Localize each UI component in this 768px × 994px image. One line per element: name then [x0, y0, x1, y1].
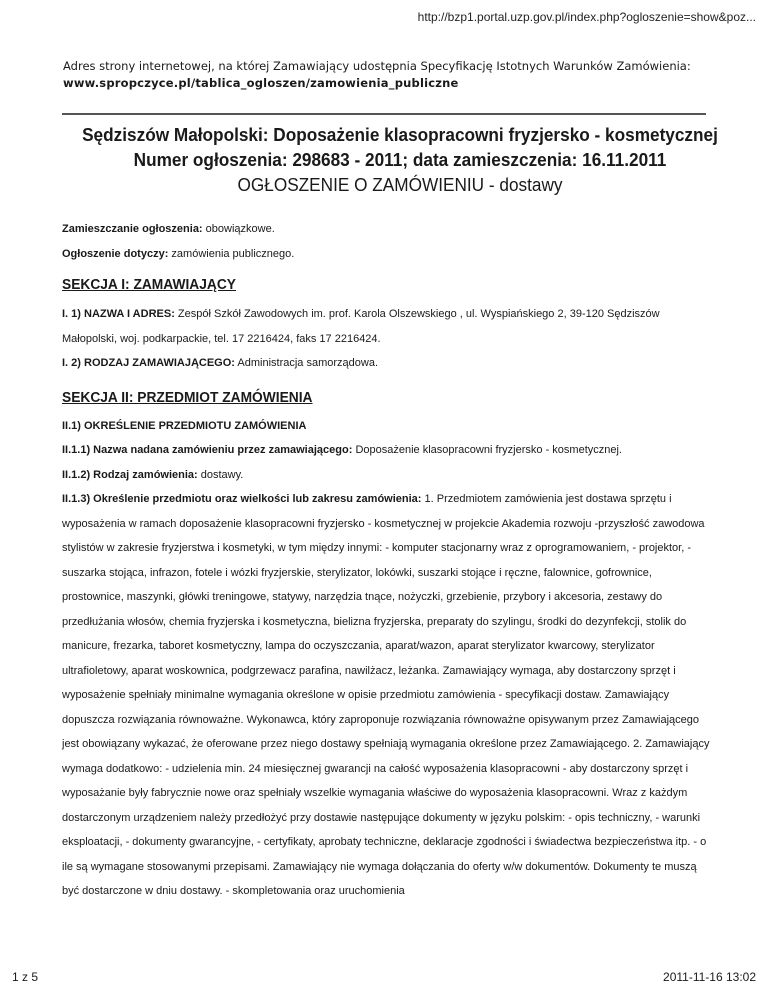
contract-name: [62, 438, 712, 463]
contract-kind: [62, 463, 712, 488]
address-label: I. 1) NAZWA I ADRES:: [62, 308, 175, 320]
concerns-value: zamówienia publicznego.: [171, 248, 295, 260]
contract-scope-label: II.1.3) Określenie przedmiotu oraz wielkości lub zakresu zamówienia:: [62, 493, 422, 505]
notice-title-block: [40, 122, 760, 197]
contracting-authority-type: [62, 351, 712, 376]
page-number: 1 z 5: [12, 970, 39, 984]
notice-type: OGŁOSZENIE O ZAMÓWIENIU - dostawy: [237, 174, 563, 195]
concerns-label: Ogłoszenie dotyczy:: [62, 248, 169, 260]
spec-site-url: www.spropczyce.pl/tablica_ogloszen/zamowienia_publiczne: [63, 76, 459, 90]
contract-name-label: II.1.1) Nazwa nadana zamówieniu przez zamawiającego:: [62, 444, 353, 456]
subject-subheading: [62, 414, 712, 439]
subject-subheading-text: II.1) OKREŚLENIE PRZEDMIOTU ZAMÓWIENIA: [62, 419, 307, 432]
print-header-url: http://bzp1.portal.uzp.gov.pl/index.php?ogloszenie=show&poz...: [417, 10, 756, 24]
concerns-row: [62, 248, 712, 261]
authority-type-value: Administracja samorządowa.: [237, 357, 379, 369]
print-timestamp: 2011-11-16 13:02: [663, 970, 756, 984]
contract-kind-label: II.1.2) Rodzaj zamówienia:: [62, 468, 198, 481]
authority-type-label: I. 2) RODZAJ ZAMAWIAJĄCEGO:: [62, 357, 235, 369]
notice-title: Sędziszów Małopolski: Doposażenie klasopracowni fryzjersko - kosmetycznej: [82, 124, 718, 145]
notice-number: Numer ogłoszenia: 298683 - 2011; data zamieszczenia: 16.11.2011: [133, 149, 667, 170]
contract-name-value: Doposażenie klasopracowni fryzjersko - kosmetycznej.: [355, 444, 622, 456]
notice-content: [62, 223, 712, 904]
header-divider: [62, 113, 706, 115]
placement-label: Zamieszczanie ogłoszenia:: [62, 223, 203, 235]
address-value: Zespół Szkół Zawodowych im. prof. Karola Olszewskiego , ul. Wyspiańskiego 2, 39-120 Sędziszów Małopolski, woj. podkarpackie, tel. 17 2216424, faks 17 2216424.: [62, 308, 660, 345]
contract-scope-value: 1. Przedmiotem zamówienia jest dostawa sprzętu i wyposażenia w ramach doposażenie klasopracowni fryzjersko - kosmetycznej w projekcie Akademia rozwoju -przyszłość zawodowa stylistów w zakresie fryzjerstwa i kosmetyki, w tym między innymi: - komputer stacjonarny wraz z oprogramowaniem, - projektor, - suszarka stojąca, infrazon, fotele i wózki fryzjerskie, sterylizator, lokówki, suszarki stojące i ręczne, falownice, gofrownice, prostownice, maszynki, główki treningowe, statywy, narzędzia tnące, nożyczki, grzebienie, przybory i akcesoria, zestawy do przedłużania włosów, chemia fryzjerska i kosmetyczna, bielizna fryzjerska, preparaty do szylingu, środki do dezynfekcji, stolik do manicure, frezarka, taboret kosmetyczny, lampa do oczyszczania, aparat/wazon, aparat sterylizator kwarcowy, sterylizator ultrafioletowy, aparat woskownica, podgrzewacz parafina, nawilżacz, leżanka. Zamawiający wymaga, aby dostarczony sprzęt i wyposażenie spełniały minimalne wymagania określone w opisie przedmiotu zamówienia - specyfikacji dostaw. Zamawiający dopuszcza rozwiązania równoważne. Wykonawca, który zaproponuje rozwiązania równoważne opisywanym przez Zamawiającego jest obowiązany wykazać, że oferowane przez niego dostawy spełniają wymagania określone przez Zamawiającego. 2. Zamawiający wymaga dodatkowo: - udzielenia min. 24 miesięcznej gwarancji na całość wyposażenia klasopracowni - aby dostarczony sprzęt i wyposażanie były fabrycznie nowe oraz spełniały wszelkie wymagania właściwe do wyposażenia klasopracowni. Wraz z każdym dostarczonym urządzeniem należy przedłożyć przy dostawie następujące dokumenty w języku polskim: - opis techniczny, - warunki eksploatacji, - dokumenty gwarancyjne, - certyfikaty, aprobaty techniczne, deklaracje zgodności i świadectwa bezpieczeństwa itp. - o ile są wymagane stosowanymi przepisami. Zamawiający nie wymaga dołączania do oferty w/w dokumentów. Dokumenty te muszą być dostarczone w dniu dostawy. - skompletowania oraz uruchomienia: [62, 493, 710, 897]
placement-row: [62, 223, 712, 236]
section-1-heading: SEKCJA I: ZAMAWIAJĄCY: [62, 277, 236, 293]
spec-site-block: [63, 58, 723, 92]
section-2-heading: SEKCJA II: PRZEDMIOT ZAMÓWIENIA: [62, 389, 313, 406]
contract-kind-value: dostawy.: [200, 468, 244, 481]
contracting-authority-address: [62, 302, 712, 351]
spec-site-label: Adres strony internetowej, na której Zamawiający udostępnia Specyfikację Istotnych Warunków Zamówienia:: [63, 59, 691, 73]
contract-scope: [62, 487, 712, 904]
placement-value: obowiązkowe.: [205, 223, 275, 235]
